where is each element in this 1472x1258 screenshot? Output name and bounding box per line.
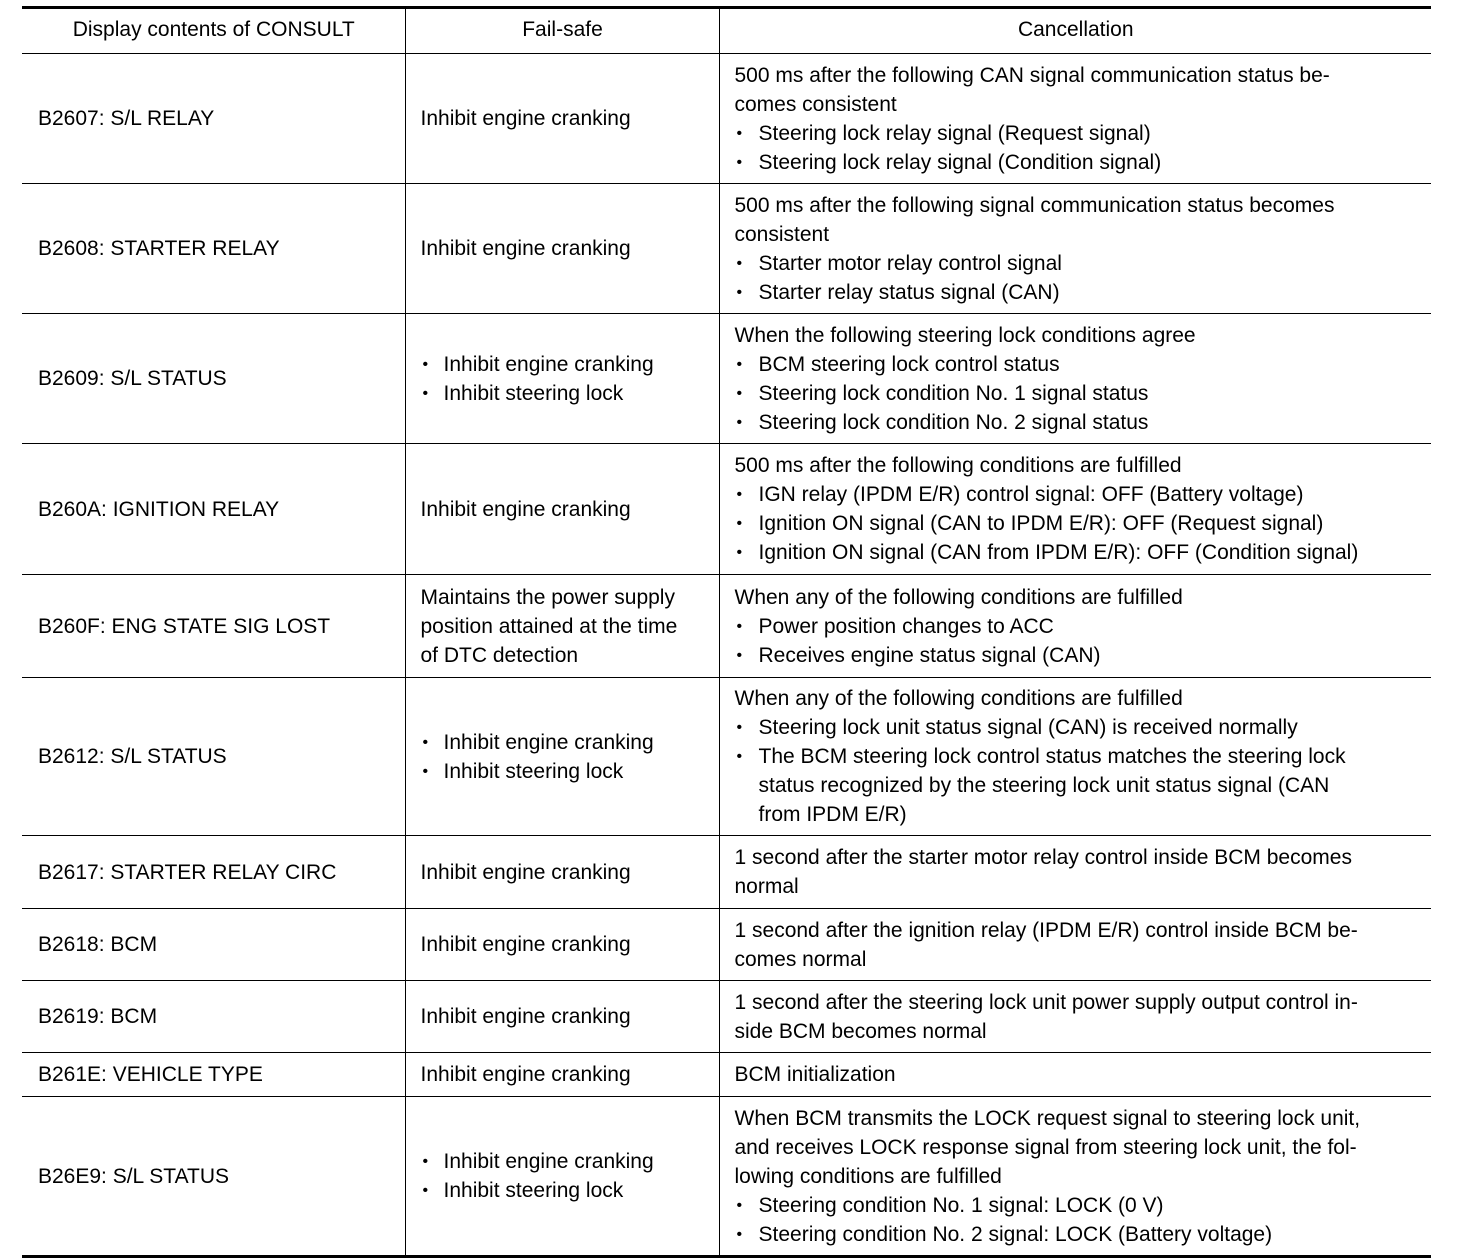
cancellation-condition-item: • Starter motor relay control signal [735, 249, 1418, 278]
cancellation-condition-list [735, 480, 1418, 567]
fail-safe-cell [405, 981, 719, 1053]
fail-safe-cell [405, 54, 719, 184]
cancellation-condition-item: • Ignition ON signal (CAN to IPDM E/R): OFF (Request signal) [735, 509, 1418, 538]
cancellation-condition-item: • Power position changes to ACC [735, 612, 1418, 641]
cancellation-condition-list [735, 350, 1418, 437]
fail-safe-cell [405, 184, 719, 314]
cancellation-condition-text: BCM initialization [734, 1063, 896, 1086]
cancellation-cell [719, 981, 1431, 1053]
dtc-display-content: B2609: S/L STATUS [22, 314, 405, 444]
cancellation-cell [719, 444, 1431, 575]
dtc-display-content: B2607: S/L RELAY [22, 54, 405, 184]
column-header-fail-safe: Fail-safe [405, 8, 719, 54]
table-row [22, 836, 1431, 909]
cancellation-condition-text: 500 ms after the following signal communication status becomes consistent [734, 193, 1335, 246]
fail-safe-cell [405, 909, 719, 981]
fail-safe-action-item: • Inhibit steering lock [421, 1176, 705, 1205]
cancellation-condition-text: 1 second after the starter motor relay control inside BCM becomes normal [734, 846, 1352, 898]
cancellation-condition-item: • Steering lock relay signal (Request signal) [735, 119, 1418, 148]
dtc-display-content: B260F: ENG STATE SIG LOST [22, 575, 405, 678]
dtc-display-content: B2619: BCM [22, 981, 405, 1053]
table-row [22, 54, 1431, 184]
cancellation-condition-item: • Steering lock condition No. 2 signal status [735, 408, 1418, 437]
fail-safe-text: Inhibit engine cranking [420, 1005, 631, 1028]
fail-safe-text: Inhibit engine cranking [420, 107, 631, 130]
table-row [22, 184, 1431, 314]
fail-safe-action-list [421, 350, 705, 408]
fail-safe-text: Inhibit engine cranking [420, 860, 631, 884]
cancellation-condition-item: • Receives engine status signal (CAN) [735, 641, 1418, 670]
fail-safe-action-item: • Inhibit steering lock [421, 379, 705, 408]
cancellation-condition-list [735, 713, 1418, 829]
fail-safe-action-item: • Inhibit steering lock [421, 757, 705, 786]
cancellation-condition-item: • BCM steering lock control status [735, 350, 1418, 379]
cancellation-condition-text: When any of the following conditions are fulfilled [734, 585, 1183, 609]
cancellation-condition-item: • Steering lock relay signal (Condition signal) [735, 148, 1418, 177]
table-row [22, 314, 1431, 444]
cancellation-condition-text: 1 second after the ignition relay (IPDM E/R) control inside BCM be- comes normal [734, 918, 1358, 971]
table-row [22, 1097, 1431, 1257]
fail-safe-cell [405, 575, 719, 678]
cancellation-condition-item: • Steering lock condition No. 1 signal status [735, 379, 1418, 408]
dtc-display-content: B26E9: S/L STATUS [22, 1097, 405, 1257]
cancellation-condition-list [735, 1191, 1418, 1249]
cancellation-condition-text: 500 ms after the following conditions are fulfilled [734, 454, 1182, 477]
fail-safe-cell [405, 678, 719, 836]
table-row [22, 981, 1431, 1053]
fail-safe-cell [405, 1053, 719, 1097]
cancellation-cell [719, 678, 1431, 836]
table-row [22, 575, 1431, 678]
cancellation-cell [719, 909, 1431, 981]
fail-safe-action-item: • Inhibit engine cranking [421, 728, 705, 757]
cancellation-condition-item: • Ignition ON signal (CAN from IPDM E/R): OFF (Condition signal) [735, 538, 1418, 567]
table-row [22, 909, 1431, 981]
table-row [22, 1053, 1431, 1097]
cancellation-condition-text: When BCM transmits the LOCK request signal to steering lock unit, and receives LOCK response signal from steering lock unit, the fol- lowing conditions are fulfilled [734, 1106, 1361, 1188]
cancellation-condition-item: • Steering condition No. 2 signal: LOCK (Battery voltage) [735, 1220, 1418, 1249]
cancellation-condition-item: • The BCM steering lock control status matches the steering lock status recognized by the steering lock unit status signal (CAN from IPDM E/R) [735, 742, 1418, 829]
table-header-row [22, 8, 1431, 54]
cancellation-cell [719, 575, 1431, 678]
fail-safe-text: Inhibit engine cranking [420, 237, 631, 260]
cancellation-condition-text: When the following steering lock conditions agree [734, 323, 1196, 347]
fail-safe-cell [405, 1097, 719, 1257]
fail-safe-text: Maintains the power supply position attained at the time of DTC detection [420, 585, 678, 667]
cancellation-condition-list [735, 249, 1418, 307]
dtc-display-content: B2608: STARTER RELAY [22, 184, 405, 314]
cancellation-condition-text: When any of the following conditions are fulfilled [734, 687, 1183, 710]
cancellation-condition-item: • Steering lock unit status signal (CAN) is received normally [735, 713, 1418, 742]
column-header-cancellation: Cancellation [719, 8, 1431, 54]
cancellation-cell [719, 1053, 1431, 1097]
table-row [22, 444, 1431, 575]
fail-safe-cell [405, 836, 719, 909]
fail-safe-text: Inhibit engine cranking [420, 1063, 631, 1086]
dtc-display-content: B2618: BCM [22, 909, 405, 981]
cancellation-condition-item: • IGN relay (IPDM E/R) control signal: OFF (Battery voltage) [735, 480, 1418, 509]
cancellation-cell [719, 54, 1431, 184]
table-row [22, 678, 1431, 836]
cancellation-condition-item: • Steering condition No. 1 signal: LOCK (0 V) [735, 1191, 1418, 1220]
cancellation-condition-text: 1 second after the steering lock unit power supply output control in- side BCM becomes normal [734, 990, 1358, 1043]
dtc-display-content: B261E: VEHICLE TYPE [22, 1053, 405, 1097]
fail-safe-cell [405, 314, 719, 444]
cancellation-cell [719, 314, 1431, 444]
fail-safe-table-container [22, 6, 1431, 1258]
cancellation-cell [719, 836, 1431, 909]
dtc-display-content: B2612: S/L STATUS [22, 678, 405, 836]
dtc-display-content: B2617: STARTER RELAY CIRC [22, 836, 405, 909]
cancellation-cell [719, 184, 1431, 314]
table-body [22, 54, 1431, 1257]
cancellation-cell [719, 1097, 1431, 1257]
fail-safe-text: Inhibit engine cranking [420, 497, 631, 521]
fail-safe-action-list [421, 1147, 705, 1205]
cancellation-condition-list [735, 612, 1418, 670]
fail-safe-action-item: • Inhibit engine cranking [421, 1147, 705, 1176]
fail-safe-cell [405, 444, 719, 575]
cancellation-condition-item: • Starter relay status signal (CAN) [735, 278, 1418, 307]
fail-safe-action-list [421, 728, 705, 786]
cancellation-condition-list [735, 119, 1418, 177]
column-header-display-contents: Display contents of CONSULT [22, 8, 405, 54]
cancellation-condition-text: 500 ms after the following CAN signal communication status be- comes consistent [734, 63, 1330, 116]
fail-safe-table [22, 6, 1431, 1258]
fail-safe-action-item: • Inhibit engine cranking [421, 350, 705, 379]
fail-safe-text: Inhibit engine cranking [420, 933, 631, 956]
dtc-display-content: B260A: IGNITION RELAY [22, 444, 405, 575]
